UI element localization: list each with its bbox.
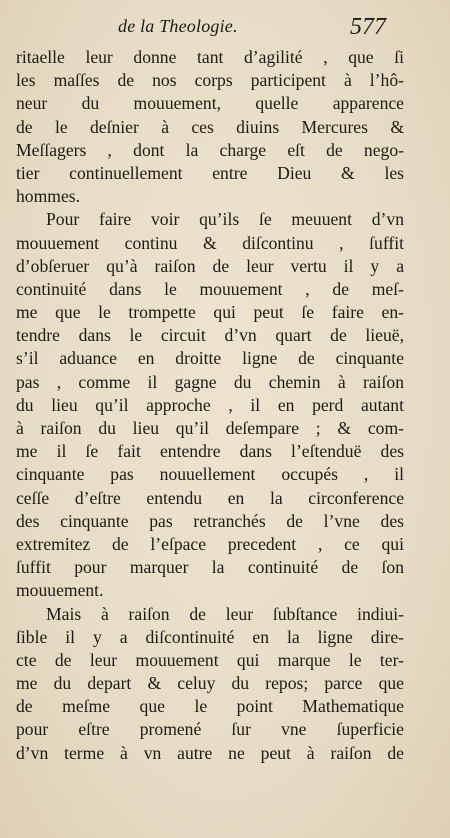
text-line: pas , comme il gagne du chemin à raiſon [16,371,404,392]
page-number: 577 [350,14,386,40]
text-line: mouuement. [16,580,104,601]
text-line: continuité dans le mouuement , de meſ- [16,278,404,299]
text-line: d’obſeruer qu’à raiſon de leur vertu il y a [16,255,404,276]
text-line: de meſme que le point Mathematique [16,696,404,717]
text-line: me il ſe fait entendre dans l’eſtenduë des [16,441,404,462]
text-line: des cinquante pas retranchés de l’vne des [16,510,404,531]
text-line: Pour faire voir qu’ils ſe meuuent d’vn [46,209,404,230]
text-line: d’vn terme à vn autre ne peut à raiſon de [16,742,404,763]
text-line: tier continuellement entre Dieu & les [16,162,404,183]
text-line: me du depart & celuy du repos; parce que [16,673,404,694]
text-line: neur du mouuement, quelle apparence [16,93,404,114]
text-line: à raiſon du lieu qu’il deſempare ; & com- [16,418,404,438]
text-line: les maſſes de nos corps participent à l’hô- [16,70,404,91]
body-text [16,46,404,765]
text-line: ceſſe d’eſtre entendu en la circonference [16,487,404,508]
page-header [0,14,450,44]
text-line: de le deſnier à ces diuins Mercures & [16,116,404,137]
text-line: ritaelle leur donne tant d’agilité , que ſi [16,47,404,67]
text-line: tendre dans le circuit d’vn quart de lieuë, [16,325,404,346]
running-head: de la Theologie. [118,16,238,36]
text-line: cinquante pas nouuellement occupés , il [16,464,404,485]
text-line: mouuement continu & diſcontinu , ſuffit [16,232,404,253]
text-line: Meſſagers , dont la charge eſt de nego- [16,139,404,160]
text-line: cte de leur mouuement qui marque le ter- [16,649,404,670]
text-line: extremitez de l’eſpace precedent , ce qui [16,533,404,554]
text-line: pour eſtre promené ſur vne ſuperficie [16,719,404,740]
text-line: du lieu qu’il approche , il en perd autant [16,394,404,415]
text-line: ſuffit pour marquer la continuité de ſon [16,557,404,578]
text-line: me que le trompette qui peut ſe faire en- [16,302,404,323]
text-line: Mais à raiſon de leur ſubſtance indiui- [46,603,404,624]
text-line: hommes. [16,186,81,207]
text-line: ſible il y a diſcontinuité en la ligne dire- [16,626,404,647]
text-line: s’il aduance en droitte ligne de cinquante [16,348,404,369]
